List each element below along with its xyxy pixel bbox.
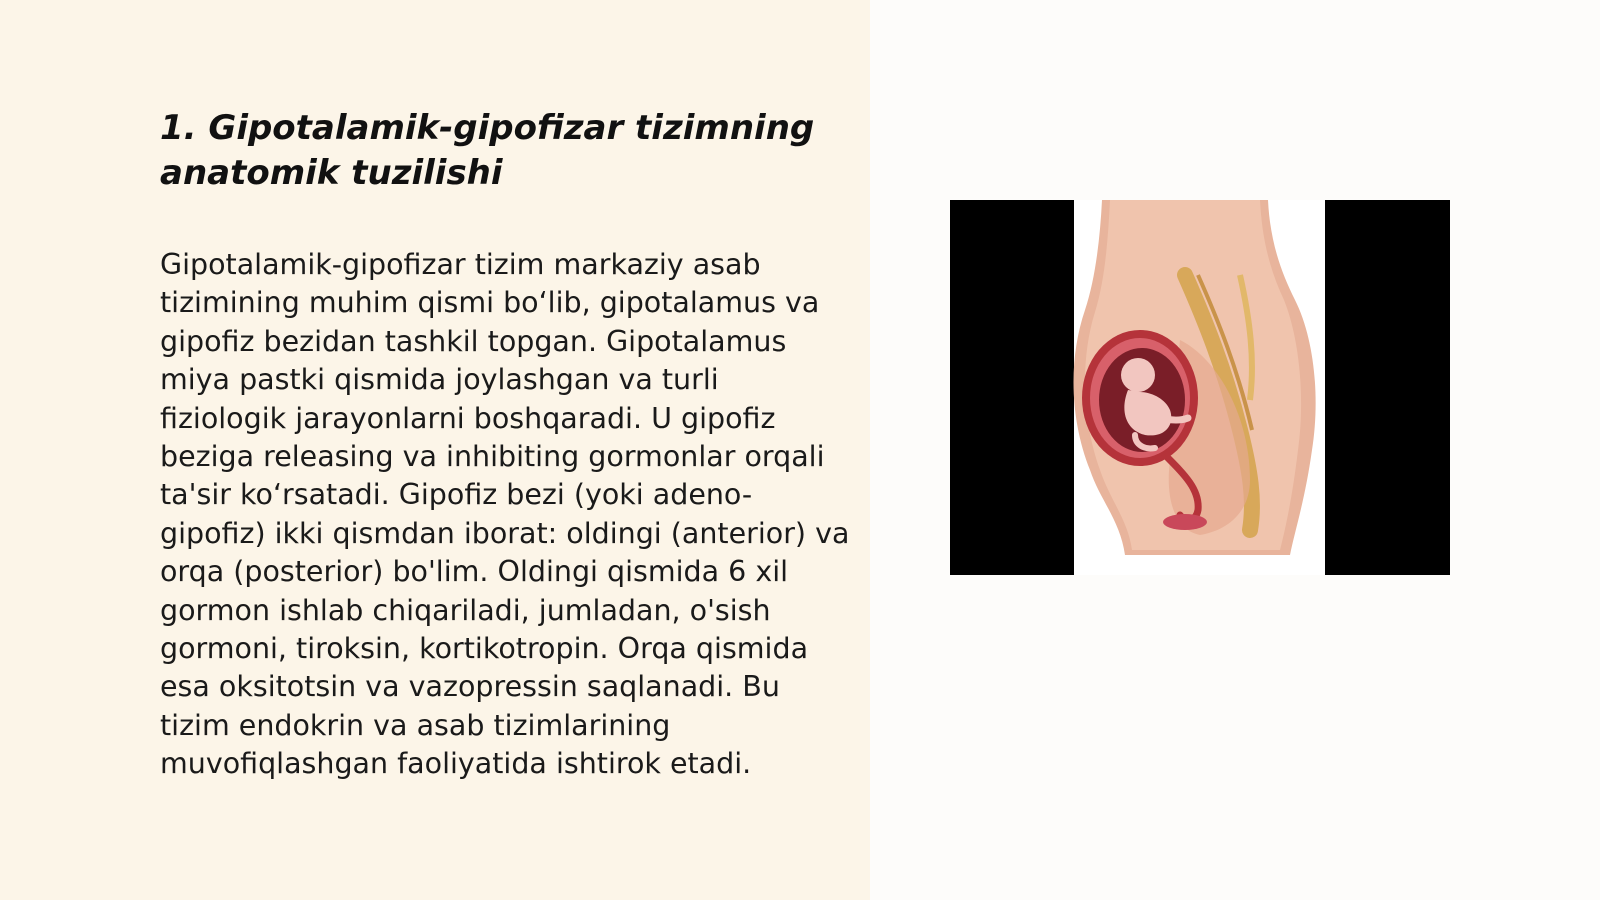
slide-title: 1. Gipotalamik-gipofizar tizimning anatomik tuzilishi xyxy=(160,108,815,193)
slide-body-text: Gipotalamik-gipofizar tizim markaziy asab tizimining muhim qismi bo‘lib, gipotalamus va gipofiz bezidan tashkil topgan. Gipotalamus miya pastki qismida joylashgan va turli fiziologik jarayonlarni boshqaradi. U gipofiz beziga releasing va inhibiting gormonlar orqali ta'sir ko‘rsatadi. Gipofiz bezi (yoki adeno-gipofiz) ikki qismdan iborat: oldingi (anterior) va orqa (posterior) bo'lim. Oldingi qismida 6 xil gormon ishlab chiqariladi, jumladan, o'sish gormoni, tiroksin, kortikotropin. Orqa qismida esa oksitotsin va vazopressin saqlanadi. Bu tizim endokrin va asab tizimlarining muvofiqlashgan faoliyatida ishtirok etadi. xyxy=(160,248,850,781)
pregnancy-anatomy-illustration-icon xyxy=(950,200,1450,575)
anatomy-image xyxy=(950,200,1450,575)
